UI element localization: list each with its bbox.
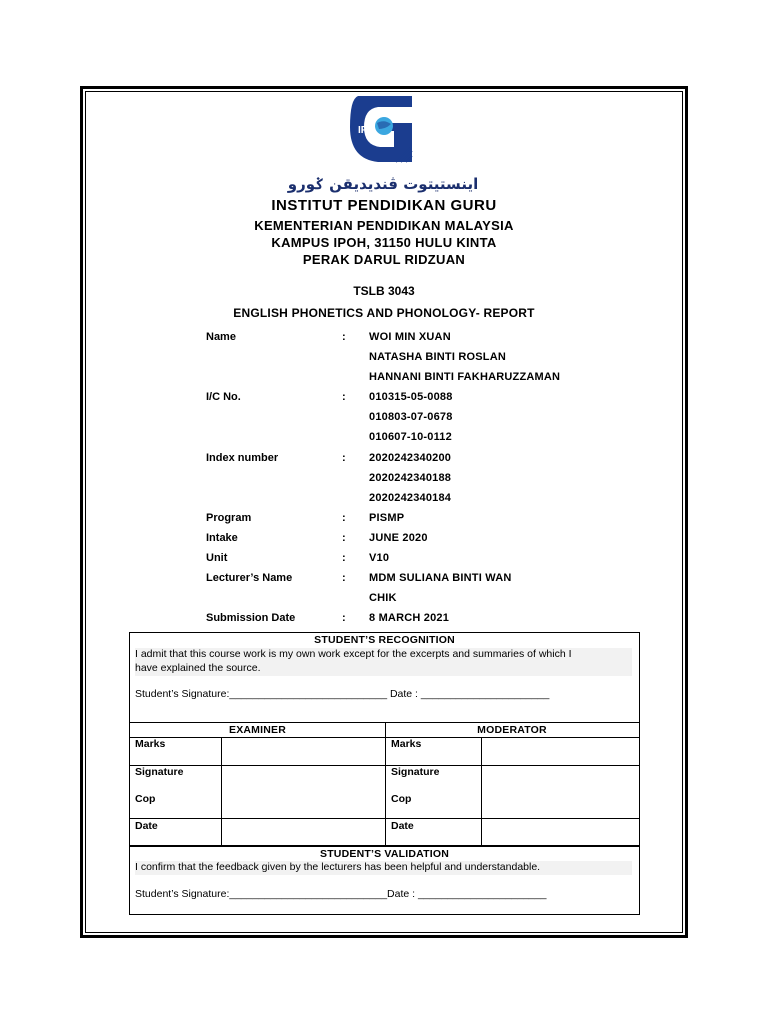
info-label: Name (206, 331, 236, 343)
info-colon: : (342, 572, 346, 585)
campus-line: KAMPUS IPOH, 31150 HULU KINTA (271, 235, 497, 250)
column-divider (481, 737, 482, 846)
info-colon: : (342, 391, 346, 404)
info-label: Intake (206, 531, 238, 544)
info-value: 8 MARCH 2021 (369, 612, 450, 625)
recognition-statement (135, 648, 632, 676)
course-code: TSLB 3043 (353, 284, 415, 298)
column-divider (385, 722, 386, 846)
validation-heading: STUDENT’S VALIDATION (319, 848, 450, 860)
column-divider (221, 737, 222, 846)
info-label: Submission Date (206, 612, 296, 625)
examiner-cop-label: Cop (135, 793, 156, 805)
info-value: 2020242340200 (369, 451, 452, 464)
info-value: 010607-10-0112 (369, 431, 452, 444)
moderator-date-label: Date (391, 820, 414, 832)
moderator-marks-label: Marks (391, 738, 422, 750)
recognition-line-1: I admit that this course work is my own work except for the excerpts and summaries of which I (135, 648, 572, 660)
examiner-date-label: Date (135, 820, 158, 832)
validation-statement: I confirm that the feedback given by the lecturers has been helpful and understandable. (135, 861, 632, 875)
info-value: HANNANI BINTI FAKHARUZZAMAN (369, 371, 561, 384)
state-line: PERAK DARUL RIDZUAN (302, 252, 466, 267)
info-value: PISMP (369, 511, 405, 524)
institute-title: INSTITUT PENDIDIKAN GURU (271, 197, 497, 214)
info-value: JUNE 2020 (369, 531, 428, 544)
moderator-signature-label: Signature (391, 766, 440, 778)
recognition-line-2: have explained the source. (135, 661, 261, 674)
info-value: V10 (369, 552, 390, 565)
info-colon: : (342, 331, 346, 343)
logo-text: IPG (358, 125, 376, 136)
info-value: MDM SULIANA BINTI WAN (369, 572, 512, 585)
info-value: 010803-07-0678 (369, 411, 453, 424)
ipg-logo-icon (348, 93, 418, 165)
validation-signature-line[interactable]: Student’s Signature:___________________________Date : ______________________ (135, 888, 547, 900)
examiner-heading: EXAMINER (228, 724, 287, 736)
info-label: Lecturer’s Name (206, 572, 293, 585)
info-colon: : (342, 451, 346, 464)
report-title: ENGLISH PHONETICS AND PHONOLOGY- REPORT (233, 306, 535, 320)
examiner-signature-label: Signature (135, 766, 184, 778)
ministry-line: KEMENTERIAN PENDIDIKAN MALAYSIA (254, 218, 514, 233)
moderator-cop-label: Cop (391, 793, 412, 805)
info-colon: : (342, 511, 346, 524)
examiner-marks-label: Marks (135, 738, 166, 750)
info-colon: : (342, 552, 346, 565)
info-label: Program (206, 511, 252, 524)
info-label: I/C No. (206, 391, 241, 404)
info-value: 010315-05-0088 (369, 391, 453, 404)
info-value: WOI MIN XUAN (369, 331, 451, 343)
info-value: CHIK (369, 592, 397, 605)
recognition-signature-line[interactable]: Student’s Signature:___________________________ Date : ______________________ (135, 688, 550, 700)
info-value: 2020242340188 (369, 471, 452, 484)
moderator-heading: MODERATOR (477, 724, 547, 736)
assessment-box (129, 632, 640, 915)
recognition-heading: STUDENT’S RECOGNITION (314, 634, 455, 646)
info-label: Index number (206, 451, 279, 464)
jawi-institute-name (276, 170, 490, 196)
info-colon: : (342, 612, 346, 625)
info-label: Unit (206, 552, 228, 565)
jawi-text: اينستيتوت ڤنديديقن ݢورو (287, 175, 479, 193)
info-value: NATASHA BINTI ROSLAN (369, 351, 507, 364)
info-value: 2020242340184 (369, 491, 452, 504)
info-colon: : (342, 531, 346, 544)
